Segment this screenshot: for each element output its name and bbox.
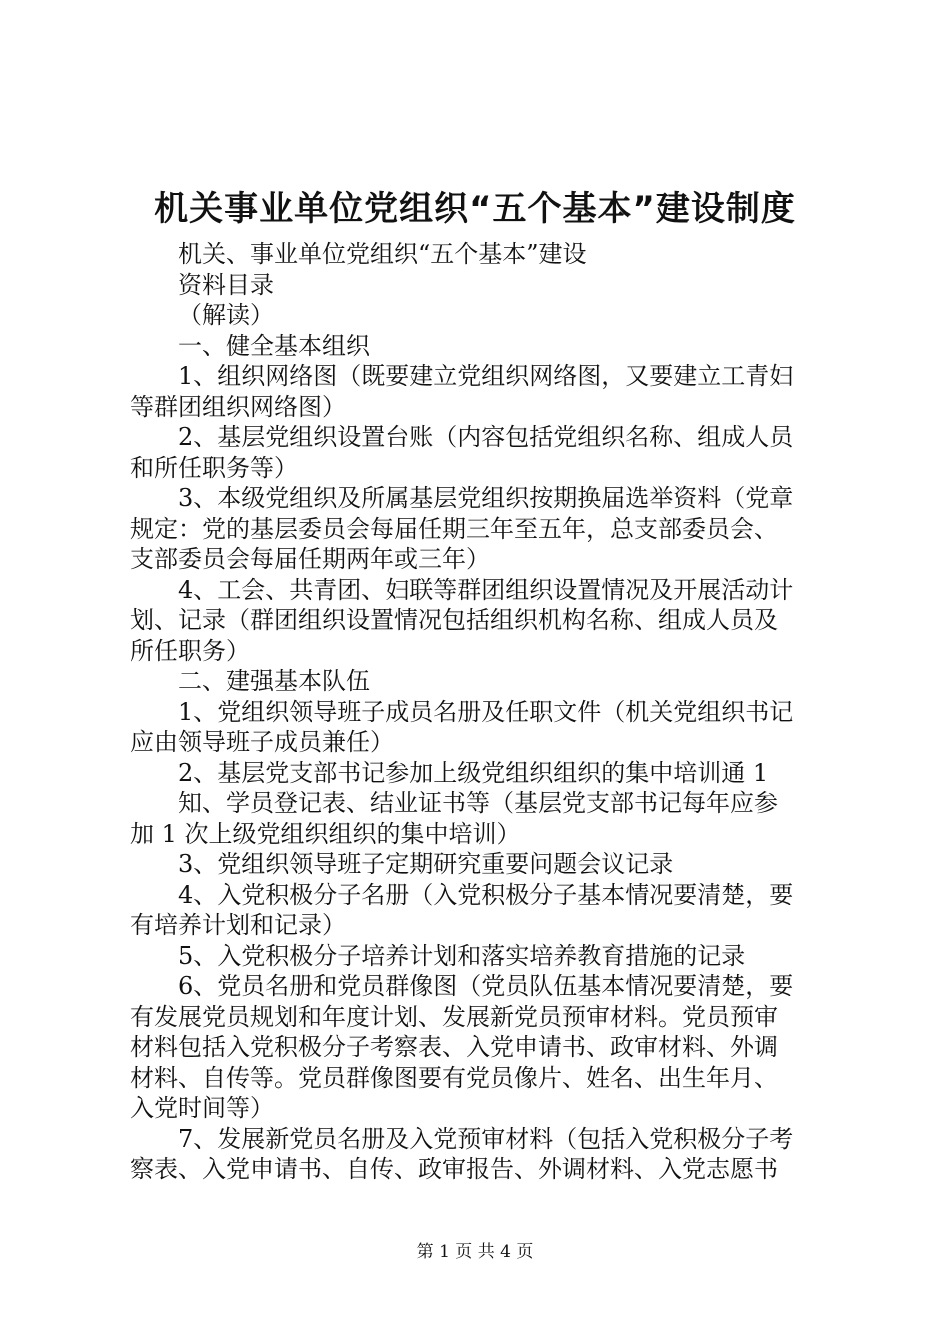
text-line: 3、本级党组织及所属基层党组织按期换届选举资料（党章 xyxy=(178,484,794,512)
text-line: 有发展党员规划和年度计划、发展新党员预审材料。党员预审 xyxy=(130,1003,778,1031)
text-line: 2、基层党组织设置台账（内容包括党组织名称、组成人员 xyxy=(178,423,794,451)
text-line: 机关、事业单位党组织“五个基本”建设 xyxy=(178,240,587,268)
text-line: （解读） xyxy=(178,301,274,329)
text-line: 3、党组织领导班子定期研究重要问题会议记录 xyxy=(178,850,674,878)
text-line: 5、入党积极分子培养计划和落实培养教育措施的记录 xyxy=(178,942,746,970)
text-line: 资料目录 xyxy=(178,271,274,299)
text-line: 支部委员会每届任期两年或三年） xyxy=(130,545,490,573)
text-line: 划、记录（群团组织设置情况包括组织机构名称、组成人员及 xyxy=(130,606,778,634)
text-line: 所任职务） xyxy=(130,637,250,665)
text-line: 材料包括入党积极分子考察表、入党申请书、政审材料、外调 xyxy=(130,1033,778,1061)
text-line: 6、党员名册和党员群像图（党员队伍基本情况要清楚，要 xyxy=(178,972,794,1000)
text-line: 应由领导班子成员兼任） xyxy=(130,728,394,756)
text-line: 1、党组织领导班子成员名册及任职文件（机关党组织书记 xyxy=(178,698,794,726)
text-line: 入党时间等） xyxy=(130,1094,274,1122)
text-line: 知、学员登记表、结业证书等（基层党支部书记每年应参 xyxy=(178,789,778,817)
text-line: 4、工会、共青团、妇联等群团组织设置情况及开展活动计 xyxy=(178,576,794,604)
text-line: 1、组织网络图（既要建立党组织网络图，又要建立工青妇 xyxy=(178,362,794,390)
section-heading: 二、建强基本队伍 xyxy=(178,667,370,695)
text-line: 7、发展新党员名册及入党预审材料（包括入党积极分子考 xyxy=(178,1125,794,1153)
text-line: 加 1 次上级党组织组织的集中培训） xyxy=(130,820,521,848)
text-line: 2、基层党支部书记参加上级党组织组织的集中培训通 1 xyxy=(178,759,769,787)
section-heading: 一、健全基本组织 xyxy=(178,332,370,360)
page-number: 第 1 页 共 4 页 xyxy=(416,1242,534,1262)
text-line: 规定：党的基层委员会每届任期三年至五年，总支部委员会、 xyxy=(130,515,778,543)
text-line: 4、入党积极分子名册（入党积极分子基本情况要清楚，要 xyxy=(178,881,794,909)
text-line: 和所任职务等） xyxy=(130,454,298,482)
text-line: 材料、自传等。党员群像图要有党员像片、姓名、出生年月、 xyxy=(130,1064,778,1092)
text-line: 察表、入党申请书、自传、政审报告、外调材料、入党志愿书 xyxy=(130,1155,778,1183)
text-line: 有培养计划和记录） xyxy=(130,911,346,939)
document-title: 机关事业单位党组织“五个基本”建设制度 xyxy=(154,189,796,229)
text-line: 等群团组织网络图） xyxy=(130,393,346,421)
